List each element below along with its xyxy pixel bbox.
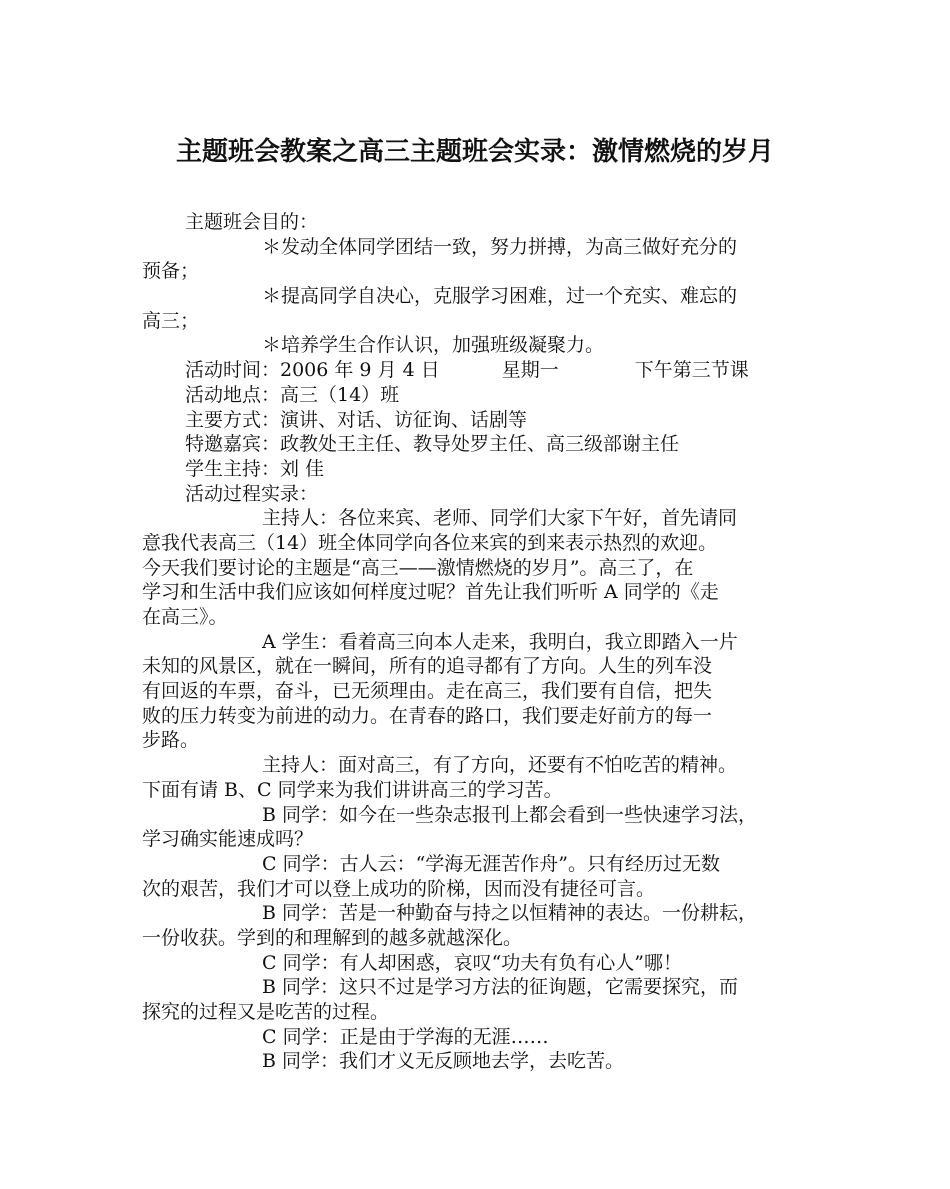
text-line: 主要方式：演讲、对话、访征询、话剧等 [185,408,528,431]
text-line: 学习确实能速成吗？ [142,828,314,851]
text-line: 一份收获。学到的和理解到的越多就越深化。 [142,926,523,949]
text-line: 特邀嘉宾：政教处王主任、教导处罗主任、高三级部谢主任 [185,433,680,456]
text-line: 活动地点：高三（14）班 [185,383,400,406]
text-line: 次的艰苦，我们才可以登上成功的阶梯，因而没有捷径可言。 [142,877,656,900]
text-line: 主持人：面对高三，有了方向，还要有不怕吃苦的精神。 [262,754,738,777]
text-line: 有回返的车票，奋斗，已无须理由。走在高三，我们要有自信，把失 [142,680,713,703]
text-line: ＊提高同学自决心，克服学习困难，过一个充实、难忘的 [262,285,738,308]
document-body [142,210,832,1074]
text-line: 未知的风景区，就在一瞬间，所有的追寻都有了方向。人生的列车没 [142,655,713,678]
activity-weekday: 星期一 [501,359,559,382]
text-line: 败的压力转变为前进的动力。在青春的路口，我们要走好前方的每一 [142,704,713,727]
text-line: 活动过程实录： [185,482,319,505]
text-line: B 同学：这只不过是学习方法的征询题，它需要探究，而 [262,976,739,999]
text-line: 下面有请 B、C 同学来为我们讲讲高三的学习苦。 [142,778,563,801]
text-line: C 同学：正是由于学海的无涯…… [262,1025,549,1048]
text-line: C 同学：古人云：“学海无涯苦作舟”。只有经历过无数 [262,852,721,875]
text-line: 在高三》。 [142,606,228,628]
text-line: 预备； [142,260,200,283]
text-line: B 同学：我们才义无反顾地去学，去吃苦。 [262,1050,625,1073]
text-line: 意我代表高三（14）班全体同学向各位来宾的到来表示热烈的欢迎。 [142,531,718,554]
text-line: 学生主持：刘 佳 [185,457,325,480]
activity-date: 活动时间：2006 年 9 月 4 日 [185,359,440,382]
text-line: 主持人：各位来宾、老师、同学们大家下午好，首先请同 [262,507,738,530]
activity-time-line [142,358,832,383]
document-title: 主题班会教案之高三主题班会实录：激情燃烧的岁月 [175,137,774,167]
text-line: 高三； [142,309,200,332]
text-line: B 同学：苦是一种勤奋与持之以恒精神的表达。一份耕耘， [262,902,758,925]
text-line: 主题班会目的： [185,211,319,233]
text-line: C 同学：有人却困惑，哀叹“功夫有负有心人”哪！ [262,951,683,974]
text-line: 学习和生活中我们应该如何样度过呢？首先让我们听听 A 同学的《走 [142,581,719,604]
activity-period: 下午第三节课 [634,359,749,382]
text-line: B 同学：如今在一些杂志报刊上都会看到一些快速学习法， [262,803,758,826]
text-line: 步路。 [142,729,200,752]
text-line: A 学生：看着高三向本人走来，我明白，我立即踏入一片 [262,630,738,653]
text-line: ＊培养学生合作认识，加强班级凝聚力。 [262,334,605,357]
text-line: 探究的过程又是吃苦的过程。 [142,1001,390,1023]
text-line: 今天我们要讨论的主题是“高三——激情燃烧的岁月”。高三了，在 [142,556,694,579]
text-line: ＊发动全体同学团结一致，努力拼搏，为高三做好充分的 [262,235,738,258]
